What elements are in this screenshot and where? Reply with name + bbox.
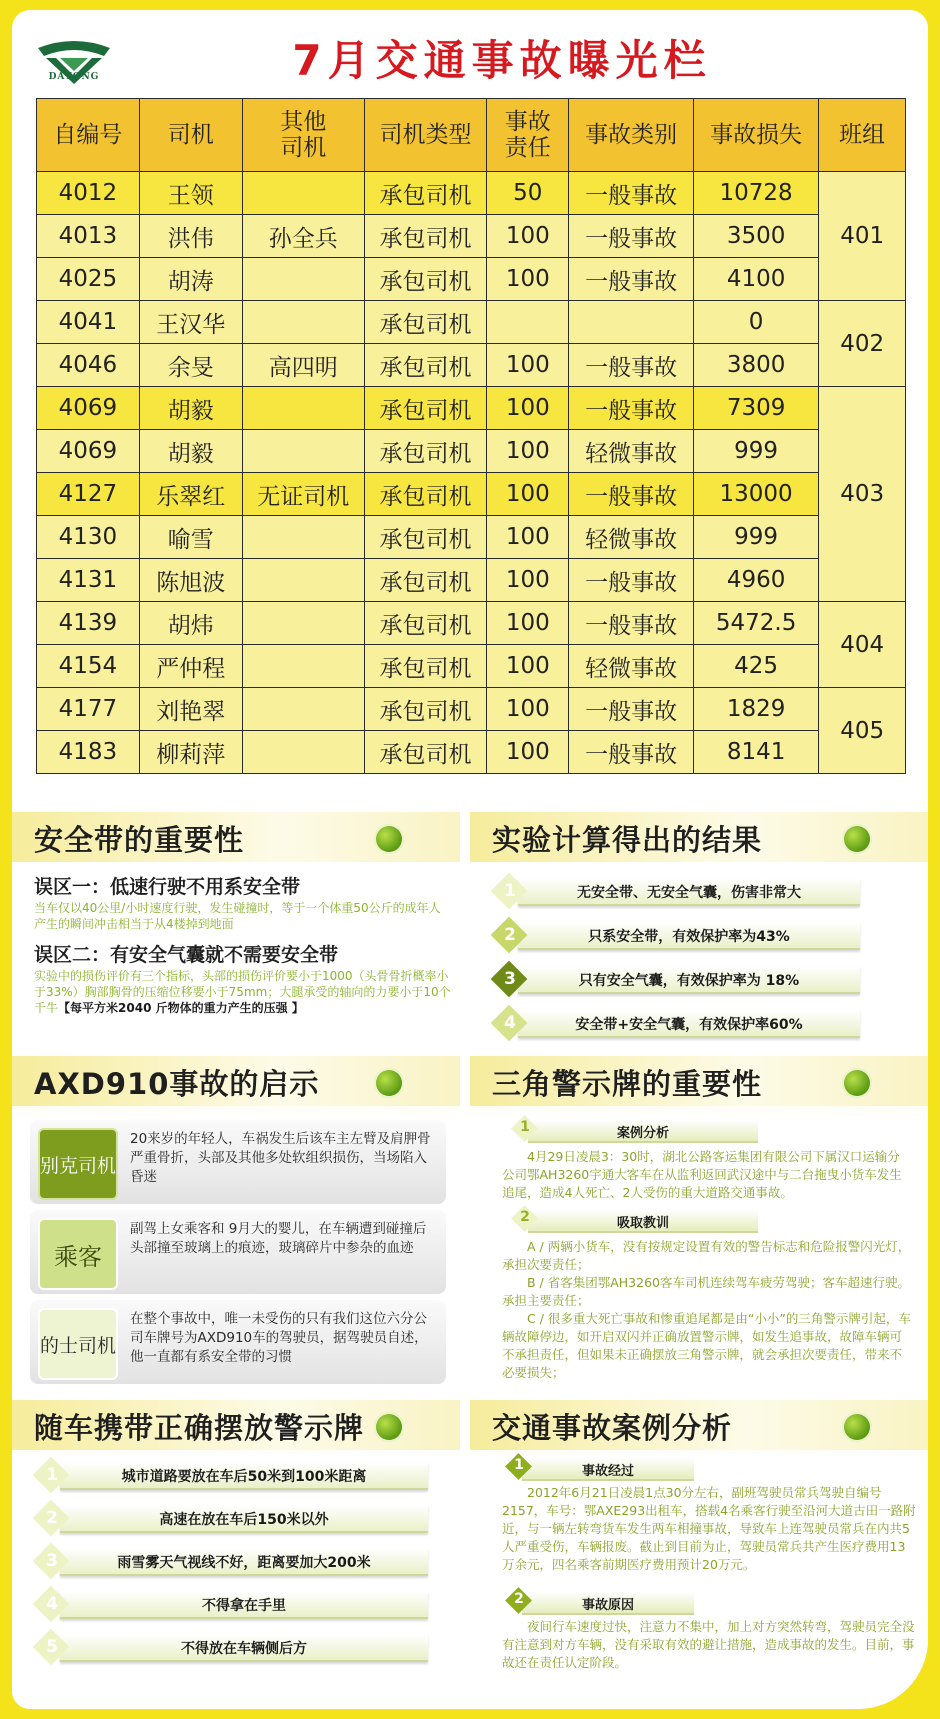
page-title: 7月交通事故曝光栏: [292, 36, 712, 85]
accident-table: [36, 98, 906, 774]
cell-resp: 100: [487, 516, 569, 559]
cell-id: 4177: [37, 688, 140, 731]
cell-loss: 425: [693, 645, 819, 688]
cell-resp: 100: [487, 473, 569, 516]
cell-cat: 轻微事故: [569, 516, 693, 559]
cell-type: 承包司机: [364, 387, 486, 430]
table-row: [37, 172, 906, 215]
cell-other: [242, 688, 364, 731]
cell-cat: 一般事故: [569, 559, 693, 602]
cell-team: 403: [819, 387, 906, 602]
cell-driver: 胡毅: [139, 430, 242, 473]
cell-driver: 陈旭波: [139, 559, 242, 602]
cell-other: [242, 258, 364, 301]
myth1-title: 误区一：低速行驶不用系安全带: [34, 876, 301, 898]
myth2-bold-note: 【每平方米2040 斤物体的重力产生的压强 】: [58, 1001, 304, 1015]
triangle-case-text: 4月29日凌晨3：30时，湖北公路客运集团有限公司下属汉口运输分公司鄂AH3260宇通大客车在从监利返回武汉途中与二台拖曳小货车发生追尾，造成4人死亡、2人受伤的重大道路交通事故。: [502, 1149, 902, 1200]
cell-other: [242, 387, 364, 430]
experiment-item: [490, 1006, 860, 1038]
col-header-category: 事故类别: [569, 99, 693, 172]
diamond-number-icon: 4: [490, 1004, 530, 1044]
table-header-row: [37, 99, 906, 172]
logo-text: DATONG: [48, 72, 100, 82]
cell-resp: 100: [487, 731, 569, 774]
poster: [12, 10, 928, 1709]
green-dot-icon: [844, 826, 870, 852]
myth1-text: 当车仅以40公里/小时速度行驶，发生碰撞时，等于一个体重50公斤的成年人产生的瞬间冲击相当于从4楼掉到地面: [34, 901, 441, 931]
table-row: [37, 516, 906, 559]
cell-type: 承包司机: [364, 645, 486, 688]
diamond-number-icon: 4: [32, 1585, 72, 1625]
axd-card-text: 副驾上女乘客和 9月大的婴儿，在车辆遭到碰撞后头部撞至玻璃上的痕迹，玻璃碎片中参杂的血迹: [130, 1221, 427, 1256]
experiment-item: [490, 918, 860, 950]
cell-driver: 刘艳翠: [139, 688, 242, 731]
table-row: [37, 387, 906, 430]
cell-cat: 一般事故: [569, 344, 693, 387]
carry-item-text: 城市道路要放在车后50米到100米距离: [121, 1469, 367, 1485]
cell-resp: 100: [487, 645, 569, 688]
cell-other: 高四明: [242, 344, 364, 387]
diamond-number-icon: 1: [490, 872, 530, 912]
experiment-item: [490, 962, 860, 994]
col-header-driver-type: 司机类型: [364, 99, 486, 172]
cell-resp: 100: [487, 258, 569, 301]
cell-id: 4139: [37, 602, 140, 645]
axd-card-text: 在整个事故中，唯一未受伤的只有我们这位六分公司车牌号为AXD910车的驾驶员，据驾驶员自述，他一直都有系安全带的习惯: [130, 1311, 428, 1365]
diamond-number-icon: 1: [504, 1452, 534, 1482]
table-row: [37, 559, 906, 602]
carry-item: [32, 1630, 428, 1662]
cell-id: 4183: [37, 731, 140, 774]
cell-other: [242, 172, 364, 215]
cell-loss: 10728: [693, 172, 819, 215]
axd-card: [30, 1300, 446, 1384]
subheading-text: 案例分析: [616, 1126, 669, 1141]
col-header-responsibility: 事故 责任: [487, 99, 569, 172]
table-row: [37, 602, 906, 645]
cell-driver: 胡涛: [139, 258, 242, 301]
cell-type: 承包司机: [364, 688, 486, 731]
cell-loss: 1829: [693, 688, 819, 731]
carry-panel: [12, 1400, 460, 1709]
badge-passenger: 乘客: [38, 1218, 118, 1290]
cell-type: 承包司机: [364, 215, 486, 258]
cell-type: 承包司机: [364, 301, 486, 344]
cell-team: 405: [819, 688, 906, 774]
case-cause-text: 夜间行车速度过快，注意力不集中，加上对方突然转弯，驾驶员完全没有注意到对方车辆，没有采取有效的避让措施，造成事故的发生。目前，事故还在责任认定阶段。: [502, 1619, 915, 1670]
cell-cat: 一般事故: [569, 731, 693, 774]
cell-type: 承包司机: [364, 430, 486, 473]
experiment-item-text: 只有安全气囊，有效保护率为 18%: [578, 973, 800, 989]
seatbelt-title: 安全带的重要性: [34, 823, 245, 857]
table-row: [37, 731, 906, 774]
axd-panel: [12, 1056, 460, 1400]
carry-item-text: 不得放在车辆侧后方: [181, 1641, 307, 1657]
cell-other: [242, 301, 364, 344]
diamond-number-icon: 3: [490, 960, 530, 1000]
cell-resp: 100: [487, 430, 569, 473]
cell-driver: 乐翠红: [139, 473, 242, 516]
cell-type: 承包司机: [364, 473, 486, 516]
cell-cat: 轻微事故: [569, 645, 693, 688]
cell-other: 无证司机: [242, 473, 364, 516]
cell-driver: 喻雪: [139, 516, 242, 559]
myth2-title: 误区二：有安全气囊就不需要安全带: [34, 944, 339, 966]
diamond-number-icon: 5: [32, 1628, 72, 1668]
cell-other: [242, 602, 364, 645]
subheading-text: 事故原因: [581, 1598, 634, 1613]
carry-item: [32, 1544, 428, 1576]
carry-title: 随车携带正确摆放警示牌: [34, 1411, 365, 1445]
table-row: [37, 301, 906, 344]
myth2-text: [34, 968, 454, 1016]
cell-team: 402: [819, 301, 906, 387]
cell-resp: 100: [487, 387, 569, 430]
cell-driver: 王汉华: [139, 301, 242, 344]
green-dot-icon: [376, 1070, 402, 1096]
green-dot-icon: [376, 1414, 402, 1440]
subheading-text: 吸取教训: [616, 1216, 669, 1231]
cell-driver: 柳莉萍: [139, 731, 242, 774]
cell-other: 孙全兵: [242, 215, 364, 258]
cell-id: 4154: [37, 645, 140, 688]
green-dot-icon: [376, 826, 402, 852]
cell-type: 承包司机: [364, 559, 486, 602]
cell-type: 承包司机: [364, 172, 486, 215]
cell-other: [242, 645, 364, 688]
carry-item: [32, 1587, 428, 1619]
cell-loss: 7309: [693, 387, 819, 430]
cell-other: [242, 430, 364, 473]
cell-id: 4130: [37, 516, 140, 559]
cell-resp: 100: [487, 215, 569, 258]
experiment-item-text: 只系安全带，有效保护率为43%: [588, 929, 790, 945]
carry-item: [32, 1501, 428, 1533]
case-subheading: [504, 1454, 694, 1480]
datong-logo-icon: [34, 28, 114, 98]
diamond-number-icon: 2: [490, 916, 530, 956]
myth2-body: 实验中的损伤评价有三个指标，头部的损伤评价要小于1000（头骨骨折概率小于33%）胸部胸骨的压缩位移要小于75mm；大腿承受的轴向的力要小于10个千牛: [34, 969, 451, 1015]
case-title: 交通事故案例分析: [492, 1411, 733, 1445]
col-header-id: 自编号: [37, 99, 140, 172]
cell-type: 承包司机: [364, 344, 486, 387]
axd-card: [30, 1210, 446, 1294]
cell-cat: 一般事故: [569, 473, 693, 516]
cell-loss: 3500: [693, 215, 819, 258]
experiment-panel: [470, 812, 928, 1056]
cell-loss: 13000: [693, 473, 819, 516]
cell-team: 404: [819, 602, 906, 688]
cell-resp: [487, 301, 569, 344]
lesson-a: A / 两辆小货车，没有按规定设置有效的警告标志和危险报警闪光灯，承担次要责任；: [502, 1239, 911, 1272]
table-row: [37, 473, 906, 516]
cell-driver: 余旻: [139, 344, 242, 387]
diamond-number-icon: 1: [32, 1456, 72, 1496]
green-dot-icon: [844, 1070, 870, 1096]
cell-driver: 王领: [139, 172, 242, 215]
experiment-title: 实验计算得出的结果: [492, 823, 763, 857]
diamond-number-icon: 3: [32, 1542, 72, 1582]
cell-resp: 100: [487, 344, 569, 387]
cell-type: 承包司机: [364, 258, 486, 301]
cell-loss: 8141: [693, 731, 819, 774]
diamond-number-icon: 2: [32, 1499, 72, 1539]
badge-taxi-driver: 的士司机: [38, 1308, 118, 1380]
cell-cat: 一般事故: [569, 602, 693, 645]
cell-type: 承包司机: [364, 602, 486, 645]
case-process-text: 2012年6月21日凌晨1点30分左右，副班驾驶员常兵驾驶自编号2157，车号：鄂AXE293出租车，搭载4名乘客行驶至沿河大道古田一路附近，与一辆左转弯货车发生两车相撞事故，导致车上连驾驶员常兵在内共5人严重受伤，车辆报废。截止到目前为止，驾驶员常兵共产生医疗费用13万余元，四名乘客前期医疗费用预计20万元。: [502, 1485, 916, 1572]
cell-other: [242, 516, 364, 559]
cell-id: 4046: [37, 344, 140, 387]
diamond-number-icon: 2: [504, 1586, 534, 1616]
cell-type: 承包司机: [364, 731, 486, 774]
case-subheading: [504, 1588, 694, 1614]
cell-loss: 5472.5: [693, 602, 819, 645]
axd-title: AXD910事故的启示: [34, 1067, 320, 1101]
carry-item-text: 高速在放在车后150米以外: [159, 1512, 329, 1528]
cell-loss: 4100: [693, 258, 819, 301]
col-header-other-driver: 其他 司机: [242, 99, 364, 172]
cell-cat: 一般事故: [569, 172, 693, 215]
table-row: [37, 688, 906, 731]
cell-driver: 胡炜: [139, 602, 242, 645]
diamond-number-icon: 1: [510, 1114, 540, 1144]
cell-id: 4069: [37, 430, 140, 473]
cell-resp: 100: [487, 688, 569, 731]
cell-id: 4127: [37, 473, 140, 516]
cell-loss: 999: [693, 516, 819, 559]
table-row: [37, 344, 906, 387]
experiment-item-text: 无安全带、无安全气囊，伤害非常大: [577, 885, 801, 901]
cell-resp: 100: [487, 602, 569, 645]
table-row: [37, 430, 906, 473]
table-row: [37, 258, 906, 301]
lesson-b: B / 省客集团鄂AH3260客车司机连续驾车疲劳驾驶；客车超速行驶。承担主要责任；: [502, 1275, 910, 1308]
axd-card-text: 20来岁的年轻人，车祸发生后该车主左臂及肩胛骨严重骨折，头部及其他多处软组织损伤，当场陷入昏迷: [130, 1131, 431, 1185]
cell-other: [242, 559, 364, 602]
cell-cat: 轻微事故: [569, 430, 693, 473]
cell-id: 4069: [37, 387, 140, 430]
seatbelt-panel: [12, 812, 460, 1056]
cell-loss: 999: [693, 430, 819, 473]
cell-cat: 一般事故: [569, 387, 693, 430]
table-row: [37, 645, 906, 688]
lesson-c: C / 很多重大死亡事故和惨重追尾都是由“小小”的三角警示牌引起，车辆故障停边，如开启双闪并正确放置警示牌，如发生追事故，故障车辆可不承担责任，但如果未正确摆放三角警示牌，就会承担次要责任，带来不必要损失；: [502, 1311, 911, 1380]
cell-id: 4025: [37, 258, 140, 301]
triangle-subheading: [510, 1116, 758, 1142]
table-row: [37, 215, 906, 258]
cell-cat: 一般事故: [569, 215, 693, 258]
carry-item-text: 雨雪雾天气视线不好，距离要加大200米: [117, 1555, 371, 1571]
triangle-subheading: [510, 1206, 758, 1232]
experiment-item: [490, 874, 860, 906]
cell-id: 4013: [37, 215, 140, 258]
cell-driver: 严仲程: [139, 645, 242, 688]
cell-id: 4041: [37, 301, 140, 344]
cell-driver: 洪伟: [139, 215, 242, 258]
experiment-item-text: 安全带+安全气囊，有效保护率60%: [575, 1017, 803, 1033]
cell-other: [242, 731, 364, 774]
triangle-panel: [470, 1056, 928, 1400]
cell-resp: 50: [487, 172, 569, 215]
col-header-driver: 司机: [139, 99, 242, 172]
cell-cat: 一般事故: [569, 688, 693, 731]
cell-cat: [569, 301, 693, 344]
cell-id: 4131: [37, 559, 140, 602]
triangle-title: 三角警示牌的重要性: [492, 1067, 763, 1101]
cell-loss: 3800: [693, 344, 819, 387]
cell-loss: 4960: [693, 559, 819, 602]
cell-type: 承包司机: [364, 516, 486, 559]
cell-team: 401: [819, 172, 906, 301]
diamond-number-icon: 2: [510, 1204, 540, 1234]
col-header-team: 班组: [819, 99, 906, 172]
cell-resp: 100: [487, 559, 569, 602]
case-panel: [470, 1400, 928, 1709]
cell-id: 4012: [37, 172, 140, 215]
green-dot-icon: [844, 1414, 870, 1440]
col-header-loss: 事故损失: [693, 99, 819, 172]
carry-item-text: 不得拿在手里: [202, 1598, 286, 1614]
carry-item: [32, 1458, 428, 1490]
badge-buick-driver: 别克司机: [38, 1128, 118, 1200]
cell-cat: 一般事故: [569, 258, 693, 301]
cell-loss: 0: [693, 301, 819, 344]
subheading-text: 事故经过: [581, 1464, 634, 1479]
axd-card: [30, 1120, 446, 1204]
cell-driver: 胡毅: [139, 387, 242, 430]
